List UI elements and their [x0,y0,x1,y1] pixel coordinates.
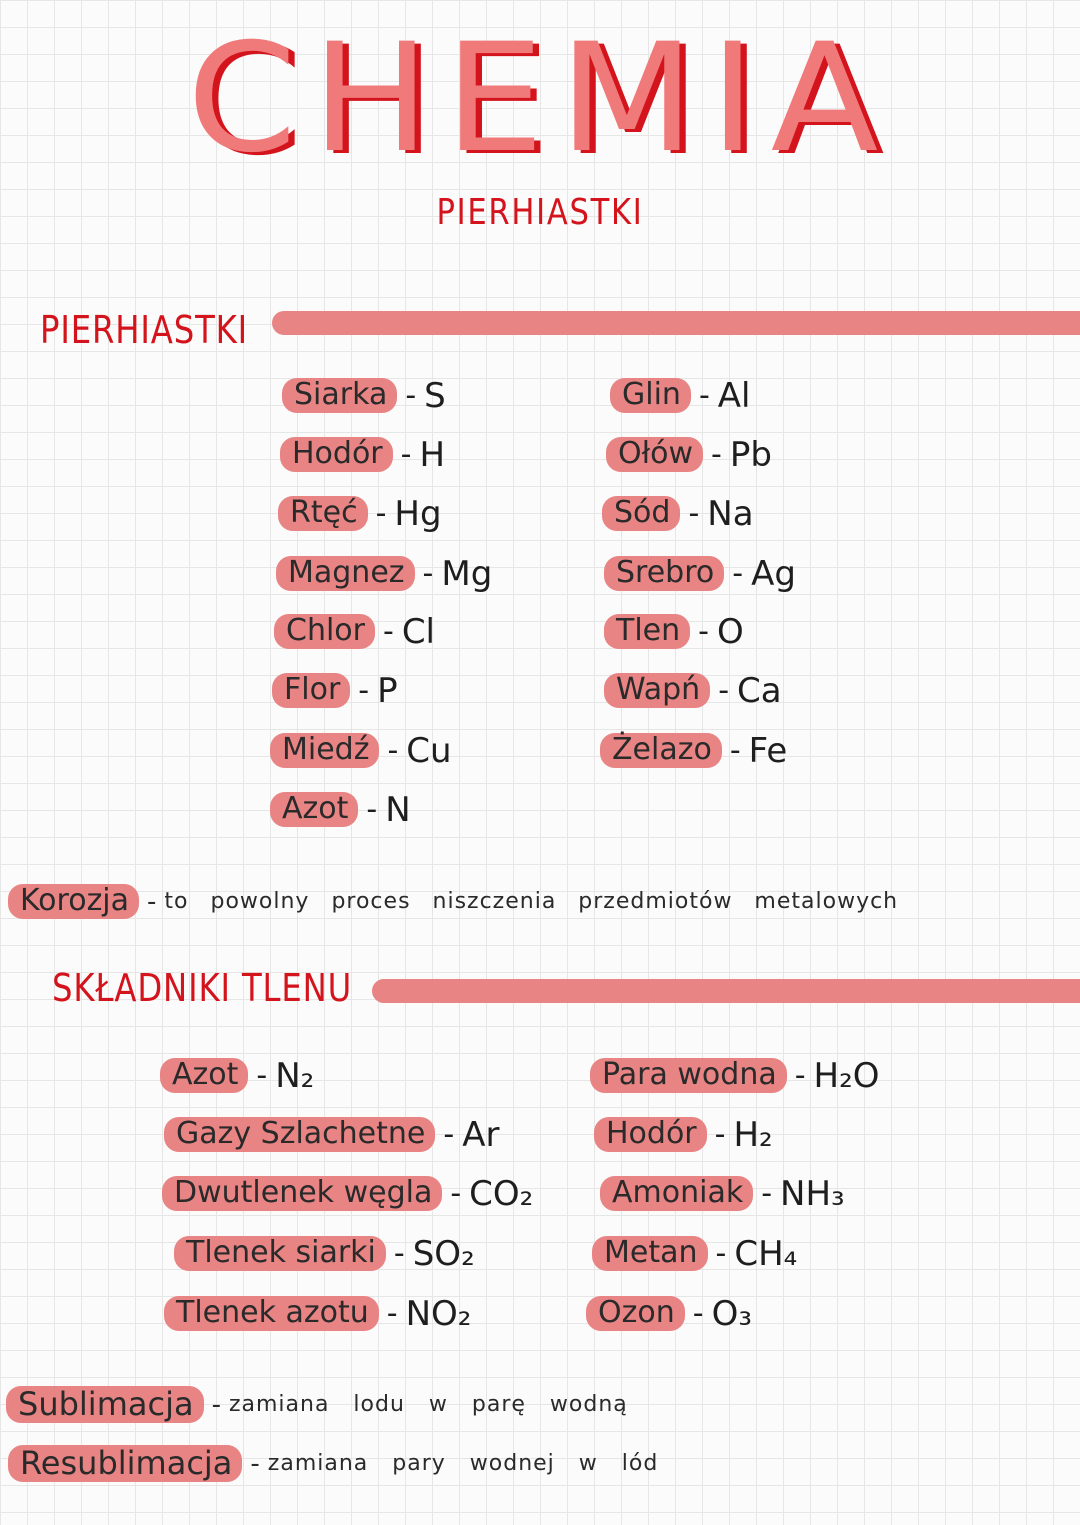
element-symbol: N [385,789,411,830]
compound-row: Tlenek azotu - NO₂ [164,1296,471,1331]
element-name: Srebro [604,556,724,591]
element-name: Chlor [274,614,375,649]
compound-name: Amoniak [600,1176,753,1211]
element-name: Azot [270,792,358,827]
element-row: Ołów - Pb [606,437,772,472]
element-symbol: P [377,670,398,711]
compound-name: Tlenek azotu [164,1296,379,1331]
element-symbol: H [419,434,446,475]
compound-formula: Ar [462,1114,500,1155]
element-row: Chlor - Cl [274,614,435,649]
element-symbol: Ag [751,553,796,594]
element-symbol: Al [717,375,751,416]
element-name: Rtęć [278,496,368,531]
element-symbol: Ca [737,670,782,711]
element-name: Tlen [604,614,690,649]
definition-text: zamiana pary wodnej w lód [267,1450,659,1476]
compound-name: Azot [160,1058,248,1093]
element-row: Srebro - Ag [604,556,796,591]
element-name: Hodór [280,437,393,472]
compound-formula: NH₃ [780,1173,845,1214]
element-row: Rtęć - Hg [278,496,442,531]
compound-name: Ozon [586,1296,685,1331]
element-row: Wapń - Ca [604,673,782,708]
element-name: Sód [602,496,680,531]
element-name: Flor [272,673,350,708]
definition-term: Sublimacja [6,1386,204,1423]
compound-name: Hodór [594,1117,707,1152]
element-row: Sód - Na [602,496,754,531]
section-divider-air [372,979,1080,1003]
element-symbol: Cl [401,611,435,652]
element-symbol: Cu [406,730,452,771]
element-symbol: Mg [441,553,493,594]
compound-formula: H₂O [813,1055,880,1096]
element-name: Glin [610,378,691,413]
page-subtitle: PIERHIASTKI [436,192,644,233]
element-name: Ołów [606,437,703,472]
element-row: Hodór - H [280,437,445,472]
compound-name: Metan [592,1236,708,1271]
definition-term: Resublimacja [8,1445,242,1482]
compound-name: Tlenek siarki [174,1236,386,1271]
compound-formula: CO₂ [469,1173,534,1214]
compound-row: Metan - CH₄ [592,1236,797,1271]
section-heading-elements: PIERHIASTKI [40,308,249,352]
element-name: Miedź [270,733,379,768]
element-name: Siarka [282,378,397,413]
compound-row: Azot - N₂ [160,1058,314,1093]
element-row: Magnez - Mg [276,556,492,591]
compound-row: Amoniak - NH₃ [600,1176,845,1211]
definition-text: zamiana lodu w parę wodną [228,1391,628,1417]
compound-name: Gazy Szlachetne [164,1117,435,1152]
element-row: Glin - Al [610,378,750,413]
compound-formula: N₂ [275,1055,315,1096]
element-row: Żelazo - Fe [600,733,787,768]
page-title: CHEMIA [186,12,894,186]
compound-formula: SO₂ [412,1233,475,1274]
compound-row: Dwutlenek węgla - CO₂ [162,1176,533,1211]
section-heading-air: SKŁADNIKI TLENU [52,966,353,1010]
element-name: Wapń [604,673,710,708]
element-row: Tlen - O [604,614,744,649]
element-symbol: Pb [729,434,772,475]
compound-row: Para wodna - H₂O [590,1058,880,1093]
element-symbol: O [716,611,744,652]
compound-row: Hodór - H₂ [594,1117,773,1152]
compound-row: Ozon - O₃ [586,1296,752,1331]
element-row: Siarka - S [282,378,446,413]
element-symbol: Na [707,493,754,534]
definition-text: to powolny proces niszczenia przedmiotów metalowych [164,888,899,914]
section-divider-elements [272,311,1080,335]
element-row: Azot - N [270,792,411,827]
definition-sublimation: Sublimacja - zamiana lodu w parę wodną [6,1386,628,1423]
element-row: Miedź - Cu [270,733,452,768]
element-row: Flor - P [272,673,398,708]
compound-name: Dwutlenek węgla [162,1176,442,1211]
element-name: Magnez [276,556,415,591]
element-symbol: S [424,375,446,416]
definition-term: Korozja [8,884,139,919]
element-name: Żelazo [600,733,722,768]
compound-formula: CH₄ [734,1233,798,1274]
compound-row: Gazy Szlachetne - Ar [164,1117,499,1152]
compound-row: Tlenek siarki - SO₂ [174,1236,475,1271]
compound-formula: NO₂ [405,1293,472,1334]
definition-resublimation: Resublimacja - zamiana pary wodnej w lód [8,1445,658,1482]
element-symbol: Fe [748,730,788,771]
compound-name: Para wodna [590,1058,787,1093]
compound-formula: O₃ [711,1293,752,1334]
definition-corrosion: Korozja - to powolny proces niszczenia przedmiotów metalowych [8,884,898,919]
compound-formula: H₂ [733,1114,773,1155]
element-symbol: Hg [394,493,442,534]
